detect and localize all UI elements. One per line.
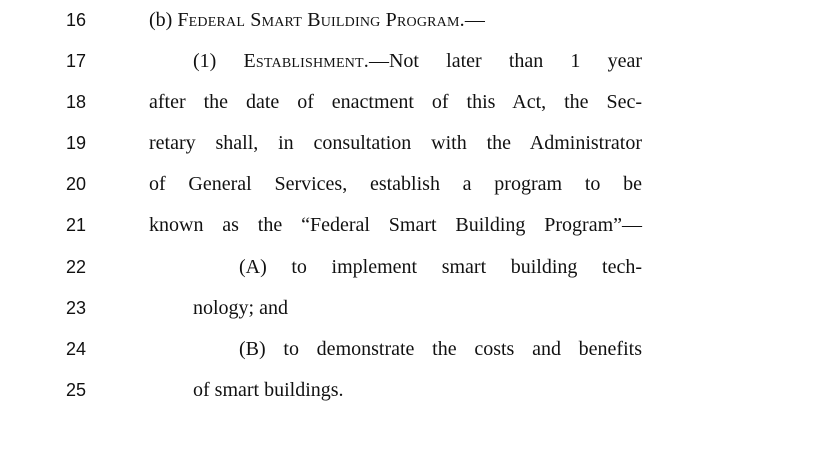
document-line	[0, 205, 814, 246]
line-number: 17	[65, 51, 87, 71]
line-text: nology; and	[193, 297, 288, 319]
line-text: (A) to implement smart building tech-	[239, 256, 642, 278]
subsection-label: (b)	[149, 9, 178, 31]
paragraph-label: (1)	[193, 50, 244, 72]
line-text: (B) to demonstrate the costs and benefits	[239, 338, 642, 360]
line-number: 20	[65, 174, 87, 194]
line-text	[193, 41, 642, 82]
line-number: 24	[65, 339, 87, 359]
line-text: of smart buildings.	[193, 379, 344, 401]
line-number: 16	[65, 10, 87, 30]
document-line	[0, 370, 814, 411]
document-line	[0, 82, 814, 123]
document-line	[0, 0, 814, 41]
paragraph-heading: Establishment.	[243, 50, 369, 72]
document-line	[0, 288, 814, 329]
line-number: 23	[65, 298, 87, 318]
line-number: 22	[65, 257, 87, 277]
paragraph-text: —Not later than 1 year	[368, 50, 643, 72]
line-number: 25	[65, 380, 87, 400]
document-line	[0, 329, 814, 370]
line-text: known as the “Federal Smart Building Program”—	[149, 214, 642, 236]
document-line	[0, 247, 814, 288]
line-text: of General Services, establish a program to be	[149, 173, 642, 195]
document-line	[0, 123, 814, 164]
line-text: retary shall, in consultation with the Administrator	[149, 132, 642, 154]
heading-dash: —	[464, 9, 485, 31]
line-number: 19	[65, 133, 87, 153]
line-text	[149, 0, 485, 41]
line-number: 21	[65, 215, 87, 235]
line-number: 18	[65, 92, 87, 112]
line-text: after the date of enactment of this Act, the Sec-	[149, 91, 642, 113]
document-line	[0, 41, 814, 82]
document-line	[0, 164, 814, 205]
subsection-heading: Federal Smart Building Program.	[177, 9, 465, 31]
